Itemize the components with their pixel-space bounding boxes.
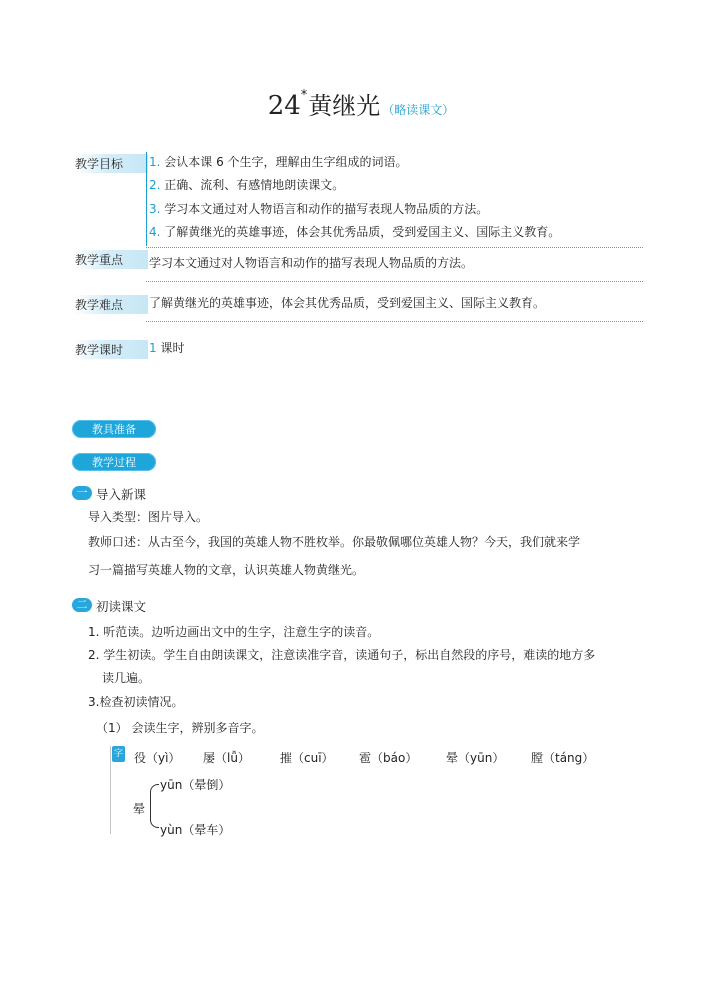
difficulties-label: 教学难点 <box>73 295 148 314</box>
intro-speech-line-1: 教师口述：从古至今，我国的英雄人物不胜枚举。你最敬佩哪位英雄人物？今天，我们就来学 <box>88 535 581 549</box>
star-mark: * <box>300 88 308 103</box>
goals-accent-line <box>146 152 147 246</box>
char-item: 晕（yūn） <box>446 751 505 765</box>
key-points-text: 学习本文通过对人物语言和动作的描写表现人物品质的方法。 <box>149 256 474 270</box>
char-item: 膛（táng） <box>531 751 595 765</box>
intro-type-text: 导入类型：图片导入。 <box>88 510 209 524</box>
divider <box>146 281 643 282</box>
section-title: 导入新课 <box>96 487 147 502</box>
char-item: 雹（báo） <box>359 751 418 765</box>
lesson-number: 24 <box>267 91 301 121</box>
goal-item-1: 1. 会认本课 6 个生字，理解由生字组成的词语。 <box>149 155 408 169</box>
polyphonic-reading-2: yùn（晕车） <box>160 823 231 837</box>
hours-label: 教学课时 <box>73 340 148 359</box>
goal-item-3: 3. 学习本文通过对人物语言和动作的描写表现人物品质的方法。 <box>149 202 489 216</box>
divider <box>146 321 643 322</box>
goal-item-4: 4. 了解黄继光的英雄事迹，体会其优秀品质，受到爱国主义、国际主义教育。 <box>149 225 561 239</box>
block-side-line <box>110 746 111 834</box>
lesson-name: 黄继光 <box>308 92 381 120</box>
reading-step-2-line-1: 2. 学生初读。学生自由朗读课文，注意读准字音，读通句子，标出自然段的序号，难读的地方多 <box>88 648 596 662</box>
section-title: 初读课文 <box>96 599 147 614</box>
section-number-badge: 一 <box>72 486 92 500</box>
brace-shape <box>150 784 159 828</box>
char-item: 屡（lǚ） <box>203 751 250 765</box>
hours-text: 1 课时 <box>149 341 185 355</box>
reading-step-1: 1. 听范读。边听边画出文中的生字，注意生字的读音。 <box>88 625 380 639</box>
divider <box>146 247 643 248</box>
polyphonic-reading-1: yūn（晕倒） <box>160 778 231 792</box>
teaching-aids-tag: 教具准备 <box>72 420 156 438</box>
key-points-label: 教学重点 <box>73 250 148 269</box>
teaching-process-tag: 教学过程 <box>72 453 156 471</box>
reading-substep-1: （1） 会读生字，辨别多音字。 <box>96 721 264 735</box>
lesson-subtitle: （略读课文） <box>382 103 455 117</box>
reading-step-2-line-2: 读几遍。 <box>102 671 151 685</box>
page-title <box>0 86 722 121</box>
char-item: 摧（cuī） <box>280 751 334 765</box>
intro-speech-line-2: 习一篇描写英雄人物的文章，认识英雄人物黄继光。 <box>88 563 365 577</box>
goals-label: 教学目标 <box>73 154 148 173</box>
char-item: 役（yì） <box>134 751 181 765</box>
section-number-badge: 二 <box>72 598 92 612</box>
difficulties-text: 了解黄继光的英雄事迹，体会其优秀品质，受到爱国主义、国际主义教育。 <box>149 296 546 310</box>
new-characters-icon: 字 <box>112 746 125 762</box>
goal-item-2: 2. 正确、流利、有感情地朗读课文。 <box>149 178 345 192</box>
polyphonic-char: 晕 <box>133 802 146 816</box>
reading-step-3: 3.检查初读情况。 <box>88 695 184 709</box>
